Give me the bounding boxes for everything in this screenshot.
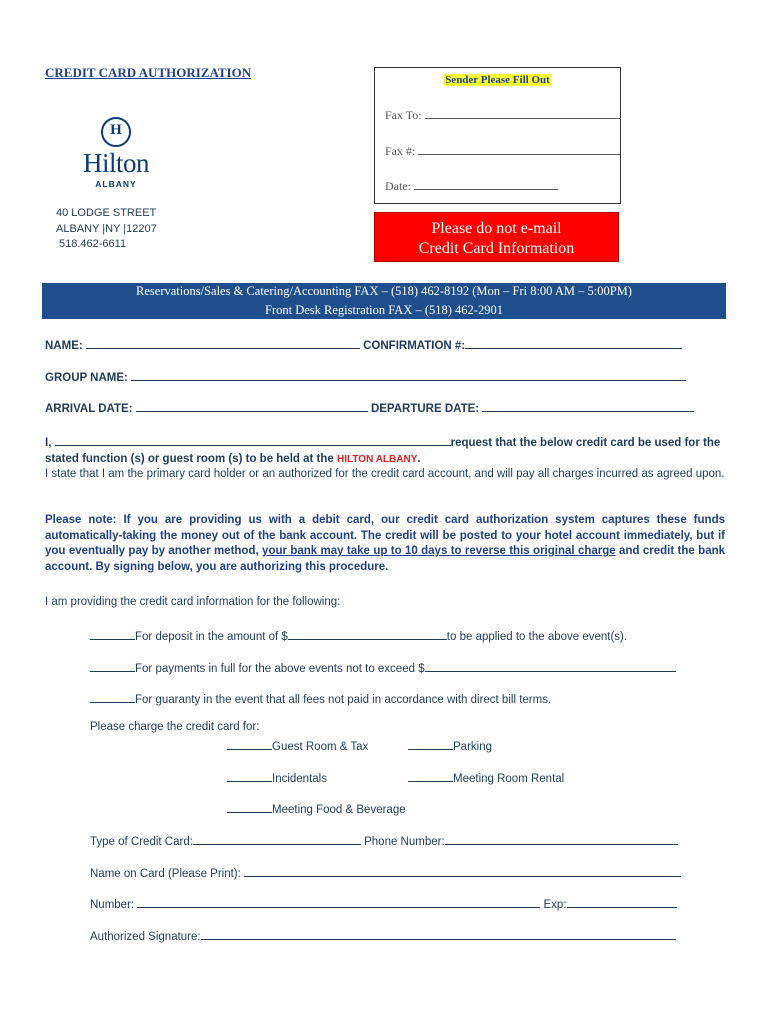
exp-field[interactable]: [567, 895, 677, 908]
address-city: ALBANY |NY |12207: [56, 222, 157, 235]
card-number-field[interactable]: [137, 895, 540, 908]
card-type-field[interactable]: [193, 832, 361, 845]
options-intro: I am providing the credit card information for the following:: [45, 596, 341, 608]
cardholder-statement: I state that I am the primary card holder or an authorized for the credit card account, and will pay all charges incurred as agreed upon.: [45, 468, 725, 480]
deposit-label: For deposit in the amount of $: [135, 631, 288, 643]
logo-subtitle: ALBANY: [95, 179, 137, 189]
departure-date-field[interactable]: [482, 399, 694, 412]
request-text-1: request that the below credit card be used for the: [450, 437, 721, 449]
request-paragraph: [45, 433, 725, 483]
fax-to-row: [385, 106, 621, 123]
full-payment-amount-field[interactable]: [425, 659, 676, 672]
card-number-row: [90, 895, 677, 911]
deposit-checkbox-line[interactable]: [90, 627, 135, 640]
fax-banner-front-desk: Front Desk Registration FAX – (518) 462-2901: [265, 303, 503, 317]
guest-room-checkbox-line[interactable]: [227, 737, 272, 750]
parking-label: Parking: [453, 741, 492, 753]
signature-row: [90, 927, 676, 943]
food-beverage-checkbox-line[interactable]: [227, 800, 272, 813]
deposit-amount-field[interactable]: [288, 627, 447, 640]
exp-label: Exp:: [543, 899, 567, 911]
signature-label: Authorized Signature:: [90, 931, 201, 943]
note-underlined: your bank may take up to 10 days to reverse this original charge: [262, 545, 616, 557]
departure-date-label: DEPARTURE DATE:: [370, 403, 480, 415]
fax-to-label: Fax To:: [385, 108, 422, 122]
group-name-row: [45, 368, 686, 384]
phone-field[interactable]: [445, 832, 678, 845]
deposit-row: [90, 627, 627, 643]
card-type-row: [90, 832, 678, 848]
name-on-card-label: Name on Card (Please Print):: [90, 868, 241, 880]
meeting-room-option: [408, 769, 564, 785]
full-payment-label: For payments in full for the above events not to exceed $: [135, 663, 425, 675]
arrival-date-field[interactable]: [136, 399, 368, 412]
confirmation-label: CONFIRMATION #:: [363, 340, 466, 352]
deposit-label-end: to be applied to the above event(s).: [446, 631, 628, 643]
date-row: [385, 177, 558, 194]
logo-wordmark: Hilton: [82, 148, 149, 178]
request-text-2: stated function (s) or guest room (s) to be held at the: [45, 452, 334, 465]
parking-option: [408, 737, 492, 753]
hotel-name: HILTON ALBANY: [337, 453, 418, 465]
fax-number-row: [385, 142, 620, 159]
guaranty-row: [90, 690, 551, 706]
warning-line-2: Credit Card Information: [418, 240, 575, 257]
food-beverage-label: Meeting Food & Beverage: [272, 804, 406, 816]
request-period: .: [417, 452, 421, 465]
name-on-card-field[interactable]: [244, 864, 681, 877]
parking-checkbox-line[interactable]: [408, 737, 453, 750]
incidentals-option: [227, 769, 327, 785]
incidentals-checkbox-line[interactable]: [227, 769, 272, 782]
debit-card-note: [45, 513, 725, 575]
group-name-label: GROUP NAME:: [45, 372, 128, 384]
fax-number-field[interactable]: [418, 142, 620, 155]
group-name-field[interactable]: [131, 368, 686, 381]
hotel-address: [56, 206, 157, 253]
request-i-label: I,: [45, 437, 52, 449]
warning-line-1: Please do not e-mail: [431, 220, 562, 237]
date-field[interactable]: [414, 177, 558, 190]
sender-box: [374, 67, 621, 204]
address-phone: 518.462-6611: [59, 238, 127, 250]
name-label: NAME:: [45, 340, 83, 352]
full-payment-row: [90, 659, 676, 675]
meeting-room-label: Meeting Room Rental: [453, 773, 565, 785]
phone-label: Phone Number:: [364, 836, 445, 848]
card-number-label: Number:: [90, 899, 135, 911]
requester-name-field[interactable]: [55, 433, 451, 446]
name-row: [45, 336, 682, 352]
incidentals-label: Incidentals: [272, 773, 327, 785]
guest-room-label: Guest Room & Tax: [272, 741, 369, 753]
fax-banner-reservations: Reservations/Sales & Catering/Accounting FAX – (518) 462-8192 (Mon – Fri 8:00 AM – 5:00PM): [136, 284, 632, 298]
signature-field[interactable]: [201, 927, 676, 940]
meeting-room-checkbox-line[interactable]: [408, 769, 453, 782]
fax-to-field[interactable]: [425, 106, 621, 119]
document-title: CREDIT CARD AUTHORIZATION: [45, 65, 252, 80]
sender-box-title: Sender Please Fill Out: [445, 74, 550, 86]
note-part-2: and credit the bank account. By signing below, you are authorizing this procedure.: [45, 545, 726, 573]
hilton-emblem-icon: H: [101, 117, 131, 147]
charge-intro: Please charge the credit card for:: [90, 721, 260, 733]
date-label: Date:: [385, 179, 411, 193]
guaranty-label: For guaranty in the event that all fees not paid in accordance with direct bill terms.: [135, 694, 552, 706]
dates-row: [45, 399, 694, 415]
arrival-date-label: ARRIVAL DATE:: [45, 403, 133, 415]
food-beverage-option: [227, 800, 406, 816]
name-field[interactable]: [86, 336, 360, 349]
name-on-card-row: [90, 864, 681, 880]
email-warning-box: [374, 212, 619, 262]
note-part-1: Please note: If you are providing us with a debit card, our credit card authorization system captures these funds automatically-taking the money out of the bank account. The credit will be posted to your hotel account immediately, but if you eventually pay by another method,: [45, 514, 725, 557]
address-street: 40 LODGE STREET: [56, 207, 157, 219]
fax-banner: [42, 283, 726, 319]
fax-number-label: Fax #:: [385, 144, 416, 158]
full-payment-checkbox-line[interactable]: [90, 659, 135, 672]
confirmation-field[interactable]: [465, 336, 682, 349]
card-type-label: Type of Credit Card:: [90, 836, 193, 848]
guest-room-option: [227, 737, 368, 753]
guaranty-checkbox-line[interactable]: [90, 690, 135, 703]
hilton-logo: [68, 117, 164, 189]
